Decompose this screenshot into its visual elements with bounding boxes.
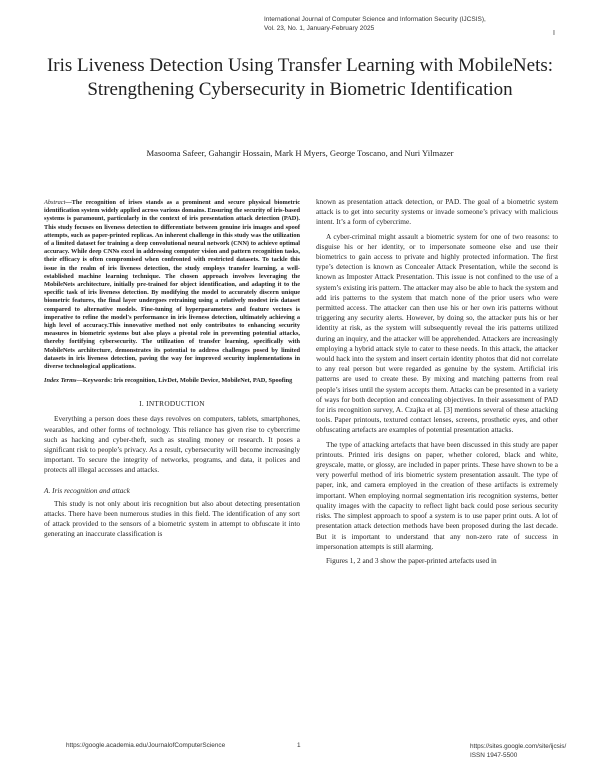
abstract-text: —The recognition of irises stands as a prominent and secure physical biometric identification system widely applied across various domains. Ensuring the security of iris-based systems is paramount, particularly in the context of iris presentation attack detection (PAD). This study focuses on liveness detection to differentiate between genuine iris images and spoof attempts, such as paper-printed replicas. An inherent challenge in this study was the utilization of a limited dataset for training a deep convolutional neural network (CNN) to achieve optimal accuracy. While deep CNNs excel in addressing computer vision and pattern recognition tasks, their efficacy is often compromised when confronted with restricted datasets. To tackle this issue in the realm of iris liveness detection, the study employs transfer learning, a well-established machine learning technique. The chosen approach involves leveraging the MobileNets architecture, initially pre-trained for object identification, and adapting it to the specific task of iris liveness detection. By modifying the model to accurately discern unique biometric features, the final layer undergoes retraining using a relatively modest iris dataset compared to alternative models. Fine-tuning of hyperparameters and feature vectors is imperative to refine the model's performance in iris liveness detection, ultimately achieving a high level of accuracy.This innovative method not only contributes to enhancing security measures in biometric systems but also plays a pivotal role in preventing potential attacks, thereby fortifying cybersecurity. The utilization of transfer learning, specifically with MobileNets architecture, demonstrates its potential to address challenges posed by limited datasets in iris liveness detection, paving the way for improved security implementations in diverse technological applications.: [44, 199, 300, 371]
journal-name: International Journal of Computer Science and Information Security (IJCSIS),: [264, 16, 486, 23]
footer-right-link[interactable]: https://sites.google.com/site/ijcsis/: [470, 743, 567, 750]
subsection-heading: A. Iris recognition and attack: [44, 485, 130, 495]
right-paragraph-3: The type of attacking artefacts that have been discussed in this study are paper printouts. Printed iris designs on paper, whether colored, black and white, greyscale, matte, or glossy, are included in paper prints. These have shown to be a very powerful method of iris biometric system presentation assault. The type of paper, ink, and camera employed in the creation of these artifacts is extremely important. When employing normal segmentation iris recognition systems, better quality images with the capacity to reflect light back could pose serious security risks. The simplest approach to spoof a system is to use paper print outs. A lot of presentation attack detection methods have been proposed during the last decade. But it is important to understand that any non-zero rate of success in impersonation attempts is still alarming.: [316, 439, 558, 551]
footer-left-link[interactable]: https://google.academia.edu/JournalofComputerScience: [66, 742, 226, 749]
journal-volume: Vol. 23, No. 1, January-February 2025: [264, 25, 375, 32]
left-column: [44, 199, 300, 540]
section-heading-introduction: I. INTRODUCTION: [139, 399, 205, 409]
right-column: [316, 197, 558, 566]
index-terms-text: —Keywords: Iris recognition, LivDet, Mobile Device, MobileNet, PAD, Spoofing: [76, 377, 293, 385]
abstract-label: Abstract: [44, 199, 66, 206]
right-paragraph-4: Figures 1, 2 and 3 show the paper-printed artefacts used in: [326, 555, 497, 565]
footer-page-number: 1: [297, 742, 301, 749]
paper-authors: Masooma Safeer, Gahangir Hossain, Mark H Myers, George Toscano, and Nuri Yilmazer: [146, 148, 454, 158]
index-terms: [44, 377, 300, 385]
right-paragraph-1: known as presentation attack detection, or PAD. The goal of a biometric system attack is to get into security systems or invade someone’s privacy with malicious intent. It’s a form of cybercrime.: [316, 197, 558, 227]
right-paragraph-2: A cyber-criminal might assault a biometric system for one of two reasons: to disguise his or her identity, or to impersonate someone else and use their biometrics to gain access to private and highly protected information. The first type’s detection is known as Concealer Attack Presentation, while the second is known as Imposter Attack Presentation. This issue is not confined to the use of a system’s existing iris pattern. The attacker may also be able to hack the system and add iris patterns to the system that match none of the prior users who were permitted access. The attacker can then use his or her own iris patterns without triggering any security alerts. However, by doing so, the attacker puts his or her identity at risk, as the system will subsequently reveal the iris patterns utilized during an inquiry, and the attacker will be apprehended. Attackers are increasingly employing a hybrid attack style to cater to these needs. In this attack, the attacker would hack into the system and insert certain identity photos that did not correlate to any real person but were regarded as genuine by the system. Artificial iris patterns are used to create these. By mixing and matching patterns from real people’s irises until the system accepts them. Attacks can be presented in a variety of ways for both deception and concealing objectives. In their assessment of PAD for iris recognition survey, A. Czajka et al. [3] mentions several of these attacking tools. Paper printouts, textured contact lenses, screens, prosthetic eyes, and other obfuscating artefacts are examples of potential presentation attacks.: [316, 231, 559, 435]
footer-right: [470, 742, 566, 760]
abstract: [44, 199, 300, 371]
subsection-paragraph: This study is not only about iris recognition but also about detecting presentation attacks. There have been numerous studies in this field. The identification of any sort of attack provided to the sensors of a biometric system in attempt to obfuscate it into generating an inaccurate classification is: [44, 498, 300, 539]
journal-header: [264, 15, 564, 33]
paper-title: Iris Liveness Detection Using Transfer Learning with MobileNets: Strengthening Cybersecurity in Biometric Identification: [46, 55, 554, 100]
footer-issn: ISSN 1947-5500: [470, 752, 518, 759]
page-mark: I: [553, 30, 555, 37]
index-terms-label: Index Terms: [44, 377, 77, 385]
intro-paragraph: Everything a person does these days revolves on computers, tablets, smartphones, wearables, and other forms of technology. This reliance has given rise to cybercrime such as hacking and cyber-theft, such as stealing money or research. It poses a significant risk to people’s privacy. As a result, cybersecurity will become increasingly important. To secure the integrity of networks, programs, and data, it polices and protects all illegal accesses and attacks.: [44, 414, 300, 475]
